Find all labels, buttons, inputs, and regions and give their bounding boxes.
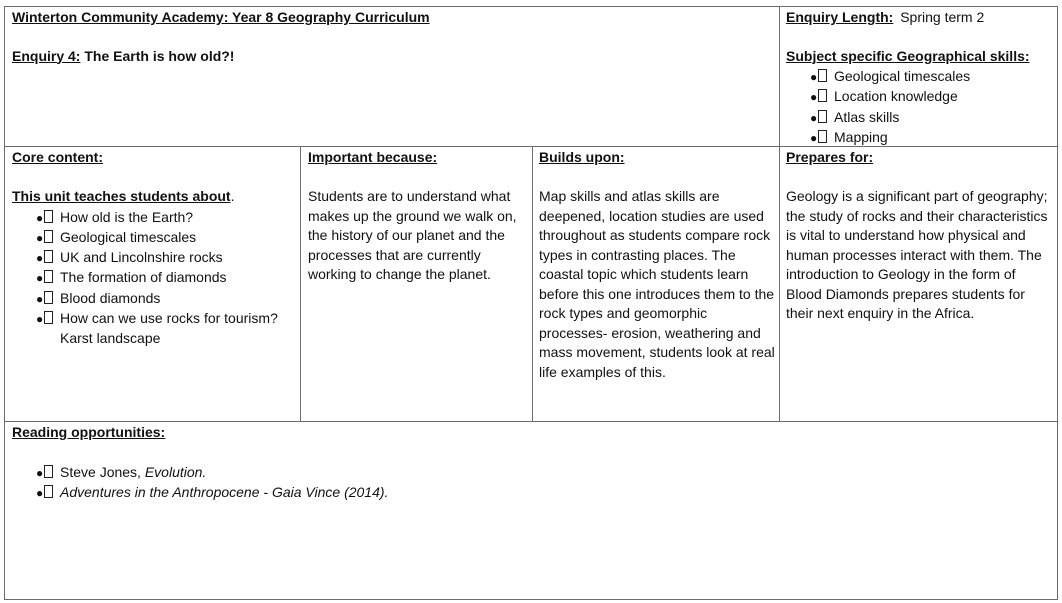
list-item-continuation: Karst landscape (60, 330, 161, 347)
table-border-left (4, 6, 5, 600)
table-border-row2 (4, 421, 1058, 422)
bullet-icon: ● (810, 66, 827, 87)
important-because-text: Students are to understand what makes up the ground we walk on, the history of our planet and the processes that are currently working to change the planet. (308, 188, 517, 282)
reading-heading: Reading opportunities: (12, 424, 166, 440)
enquiry-length-value: Spring term 2 (900, 9, 985, 25)
prepares-for-text: Geology is a significant part of geography; the study of rocks and their characteristics is vital to understand how physical and human processes interact with them. The introduction to Geology in the form of Blood Diamonds prepares students for their next enquiry in the Africa. (786, 188, 1048, 321)
skills-list (810, 66, 1054, 147)
bullet-icon: ● (810, 86, 827, 107)
enquiry-label: Enquiry 4: (12, 47, 81, 64)
important-because-cell (308, 148, 530, 285)
list-item: ● Mapping (810, 127, 1054, 147)
bullet-icon: ● (36, 308, 53, 329)
list-item: ● How old is the Earth? (36, 207, 296, 227)
reading-list (36, 462, 1052, 503)
school-title: Winterton Community Academy: Year 8 Geography Curriculum (12, 9, 430, 25)
list-item: ● Geological timescales (810, 66, 1054, 86)
table-divider-header (779, 6, 780, 421)
header-cell (12, 8, 772, 66)
list-item: ● The formation of diamonds (36, 267, 296, 287)
list-item: ● Blood diamonds (36, 288, 296, 308)
prepares-for-cell (786, 148, 1052, 324)
builds-upon-cell (539, 148, 775, 382)
core-content-intro: This unit teaches students about. (12, 188, 235, 204)
enquiry-info-cell (786, 8, 1054, 147)
important-because-heading: Important because: (308, 149, 438, 165)
prepares-for-heading: Prepares for: (786, 149, 874, 165)
enquiry-title: The Earth is how old?! (80, 47, 235, 64)
table-divider-col1 (300, 146, 301, 421)
list-item: ● Atlas skills (810, 107, 1054, 127)
bullet-icon: ● (36, 227, 53, 248)
core-content-cell (12, 148, 296, 349)
bullet-icon: ● (810, 107, 827, 128)
reading-cell (12, 423, 1052, 503)
list-item: ● Steve Jones, Evolution. (36, 462, 1052, 482)
bullet-icon: ● (36, 247, 53, 268)
core-content-heading: Core content: (12, 149, 103, 165)
list-item: ● Adventures in the Anthropocene - Gaia Vince (2014). (36, 482, 1052, 502)
bullet-icon: ● (36, 207, 53, 228)
enquiry-title-line (12, 47, 772, 67)
core-content-list (36, 207, 296, 349)
builds-upon-heading: Builds upon: (539, 149, 625, 165)
list-item: ● Geological timescales (36, 227, 296, 247)
bullet-icon: ● (810, 127, 827, 148)
table-border-top (4, 6, 1058, 7)
builds-upon-text: Map skills and atlas skills are deepened, location studies are used throughout as students compare rock types in contrasting places. The coastal topic which students learn before this one introduces them to the rock types and geomorphic processes- erosion, weathering and mass movement, students look at real life examples of this. (539, 188, 775, 380)
skills-heading: Subject specific Geographical skills: (786, 47, 1030, 64)
bullet-icon: ● (36, 462, 53, 483)
table-divider-col2 (532, 146, 533, 421)
list-item: ● How can we use rocks for tourism? (36, 308, 296, 328)
bullet-icon: ● (36, 288, 53, 309)
list-item: ● Location knowledge (810, 86, 1054, 106)
table-border-bottom (4, 599, 1058, 600)
enquiry-length-label: Enquiry Length: (786, 9, 894, 25)
table-border-right (1057, 6, 1058, 600)
enquiry-length-line (786, 8, 1054, 28)
list-item: ● UK and Lincolnshire rocks (36, 247, 296, 267)
bullet-icon: ● (36, 267, 53, 288)
bullet-icon: ● (36, 482, 53, 503)
